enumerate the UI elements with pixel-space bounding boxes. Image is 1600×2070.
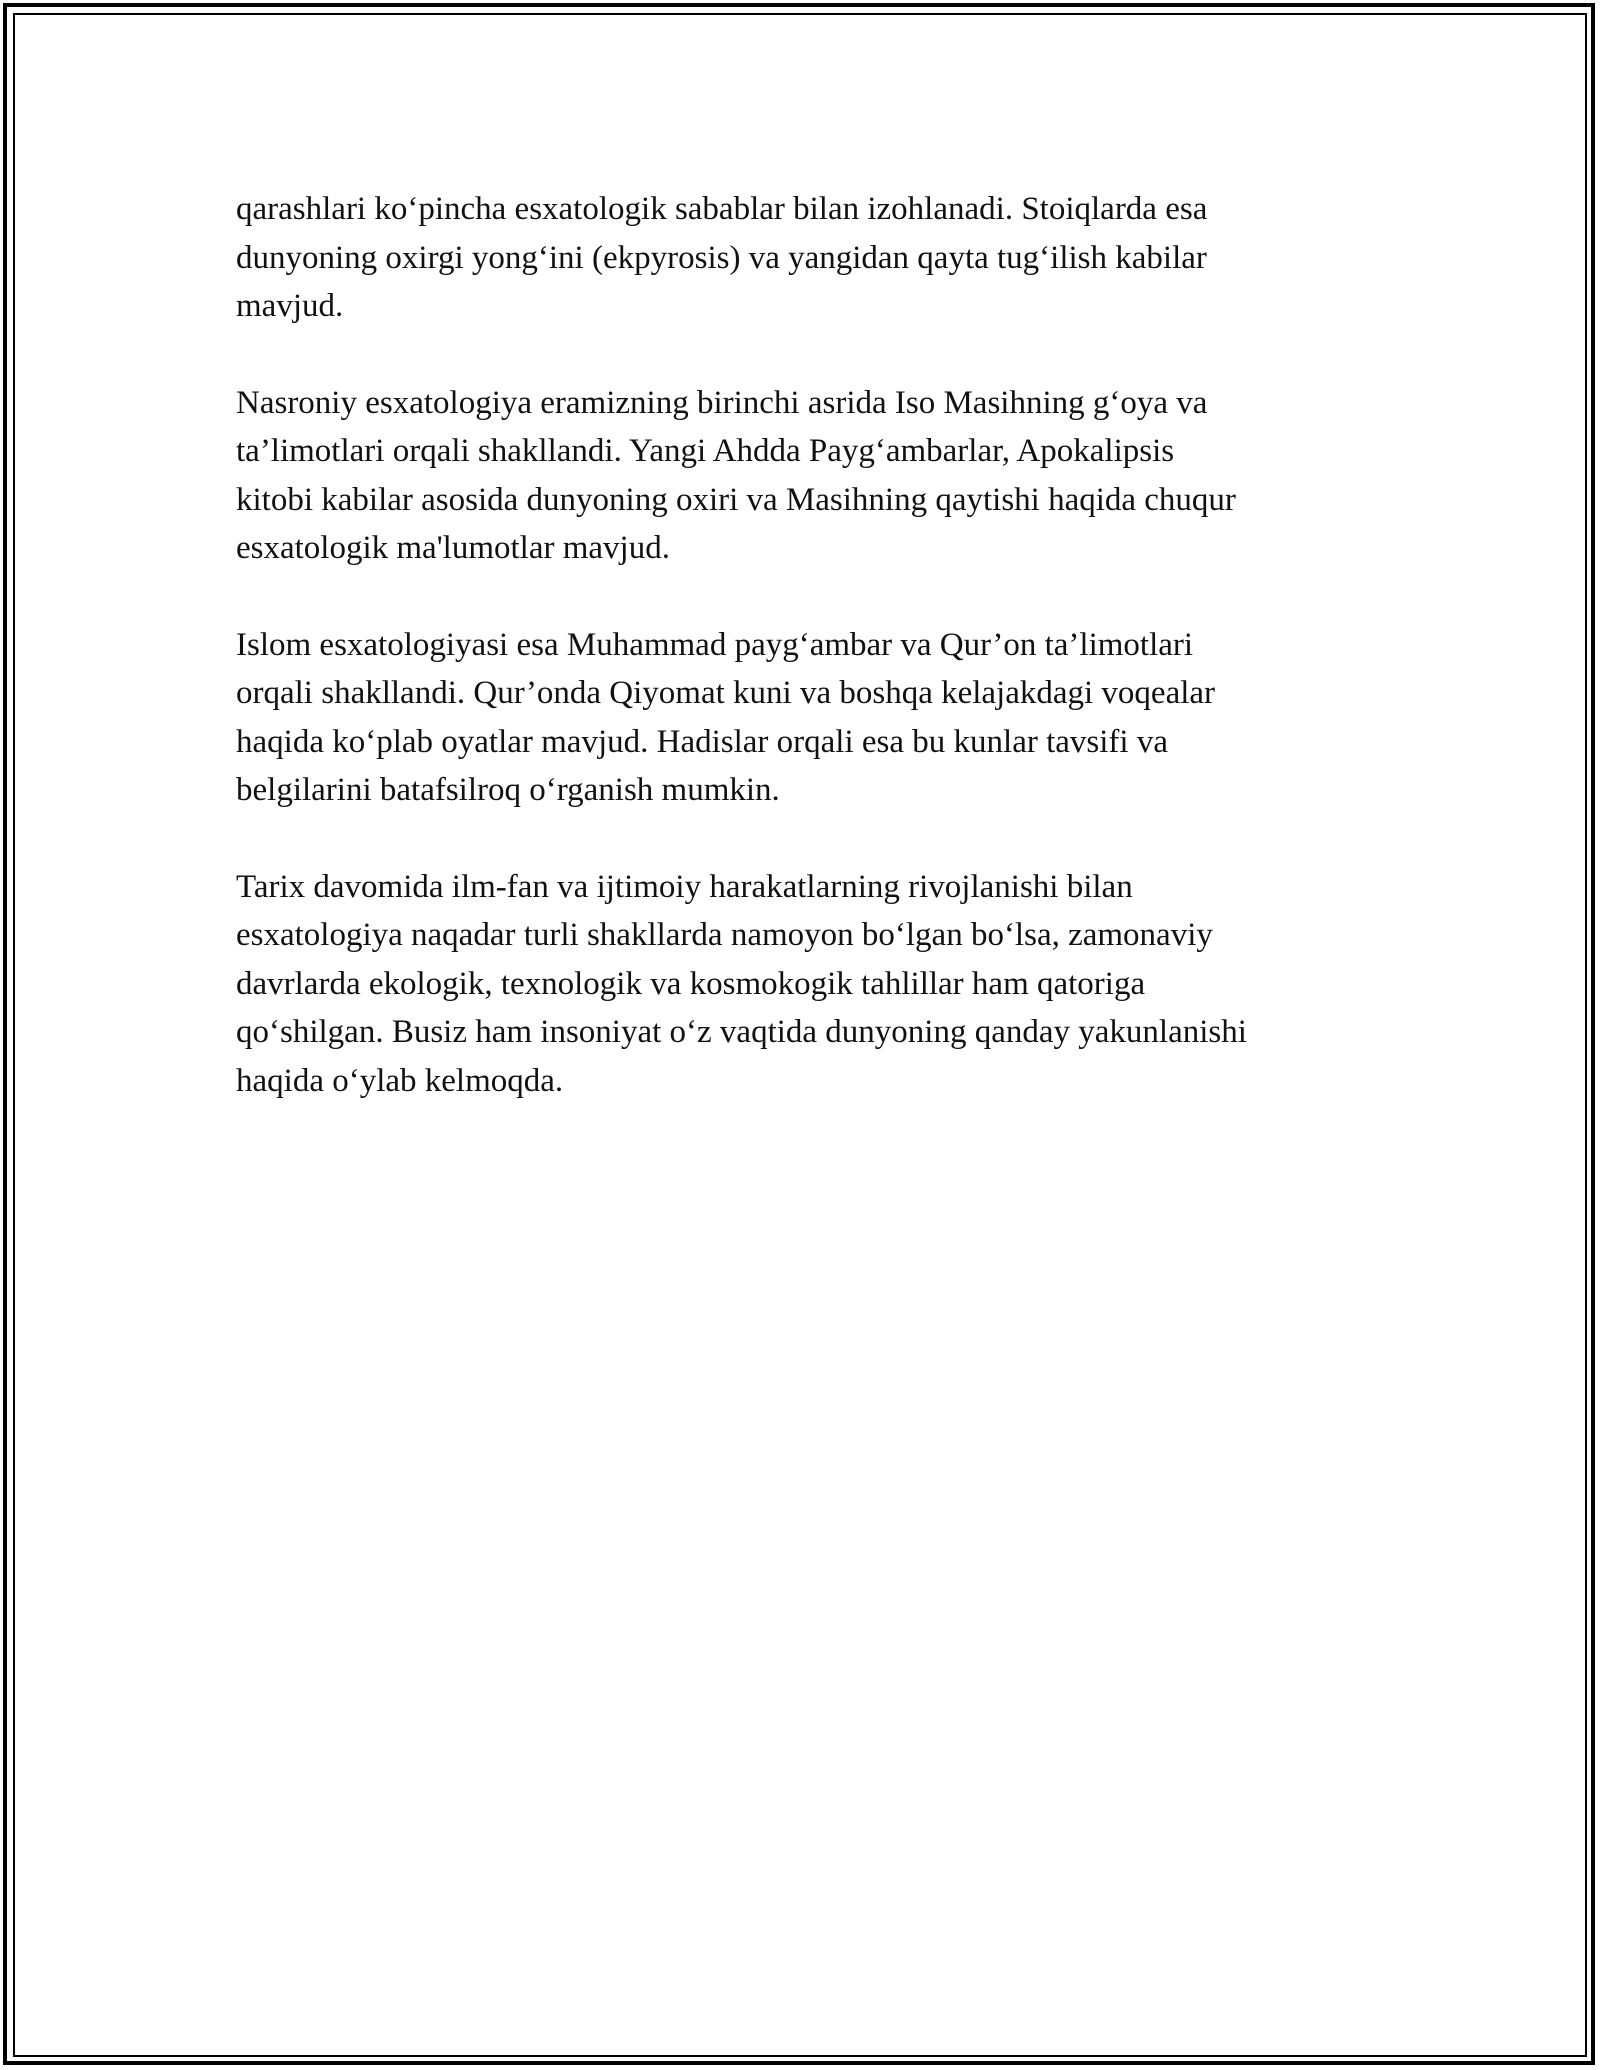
paragraph-1 <box>236 185 1366 331</box>
paragraph-line: Tarix davomida ilm-fan va ijtimoiy harakatlarning rivojlanishi bilan <box>236 868 1133 905</box>
paragraph-line: qarashlari ko‘pincha esxatologik sabablar bilan izohlanadi. Stoiqlarda esa <box>236 191 1208 227</box>
paragraph-line: ta’limotlari orqali shakllandi. Yangi Ahdda Payg‘ambarlar, Apokalipsis <box>236 433 1175 469</box>
paragraph-line: belgilarini batafsilroq o‘rganish mumkin. <box>236 772 780 808</box>
paragraph-line: mavjud. <box>236 288 344 324</box>
paragraph-line: haqida o‘ylab kelmoqda. <box>236 1062 564 1099</box>
paragraph-line: esxatologik ma'lumotlar mavjud. <box>236 530 670 566</box>
paragraph-line: Nasroniy esxatologiya eramizning birinchi asrida Iso Masihning g‘oya va <box>236 384 1208 421</box>
paragraph-line: kitobi kabilar asosida dunyoning oxiri va Masihning qaytishi haqida chuqur <box>236 481 1236 518</box>
paragraph-3 <box>236 621 1366 815</box>
paragraph-2 <box>236 379 1366 573</box>
document-body <box>236 185 1366 1153</box>
paragraph-4 <box>236 863 1366 1106</box>
paragraph-line: dunyoning oxirgi yong‘ini (ekpyrosis) va yangidan qayta tug‘ilish kabilar <box>236 239 1207 276</box>
paragraph-line: davrlarda ekologik, texnologik va kosmokogik tahlillar ham qatoriga <box>236 965 1146 1002</box>
paragraph-line: Islom esxatologiyasi esa Muhammad payg‘ambar va Qur’on ta’limotlari <box>236 626 1194 663</box>
paragraph-line: haqida ko‘plab oyatlar mavjud. Hadislar orqali esa bu kunlar tavsifi va <box>236 723 1168 760</box>
paragraph-line: esxatologiya naqadar turli shakllarda namoyon bo‘lgan bo‘lsa, zamonaviy <box>236 917 1213 953</box>
paragraph-line: orqali shakllandi. Qur’onda Qiyomat kuni va boshqa kelajakdagi voqealar <box>236 675 1216 711</box>
paragraph-line: qo‘shilgan. Busiz ham insoniyat o‘z vaqtida dunyoning qanday yakunlanishi <box>236 1014 1247 1050</box>
